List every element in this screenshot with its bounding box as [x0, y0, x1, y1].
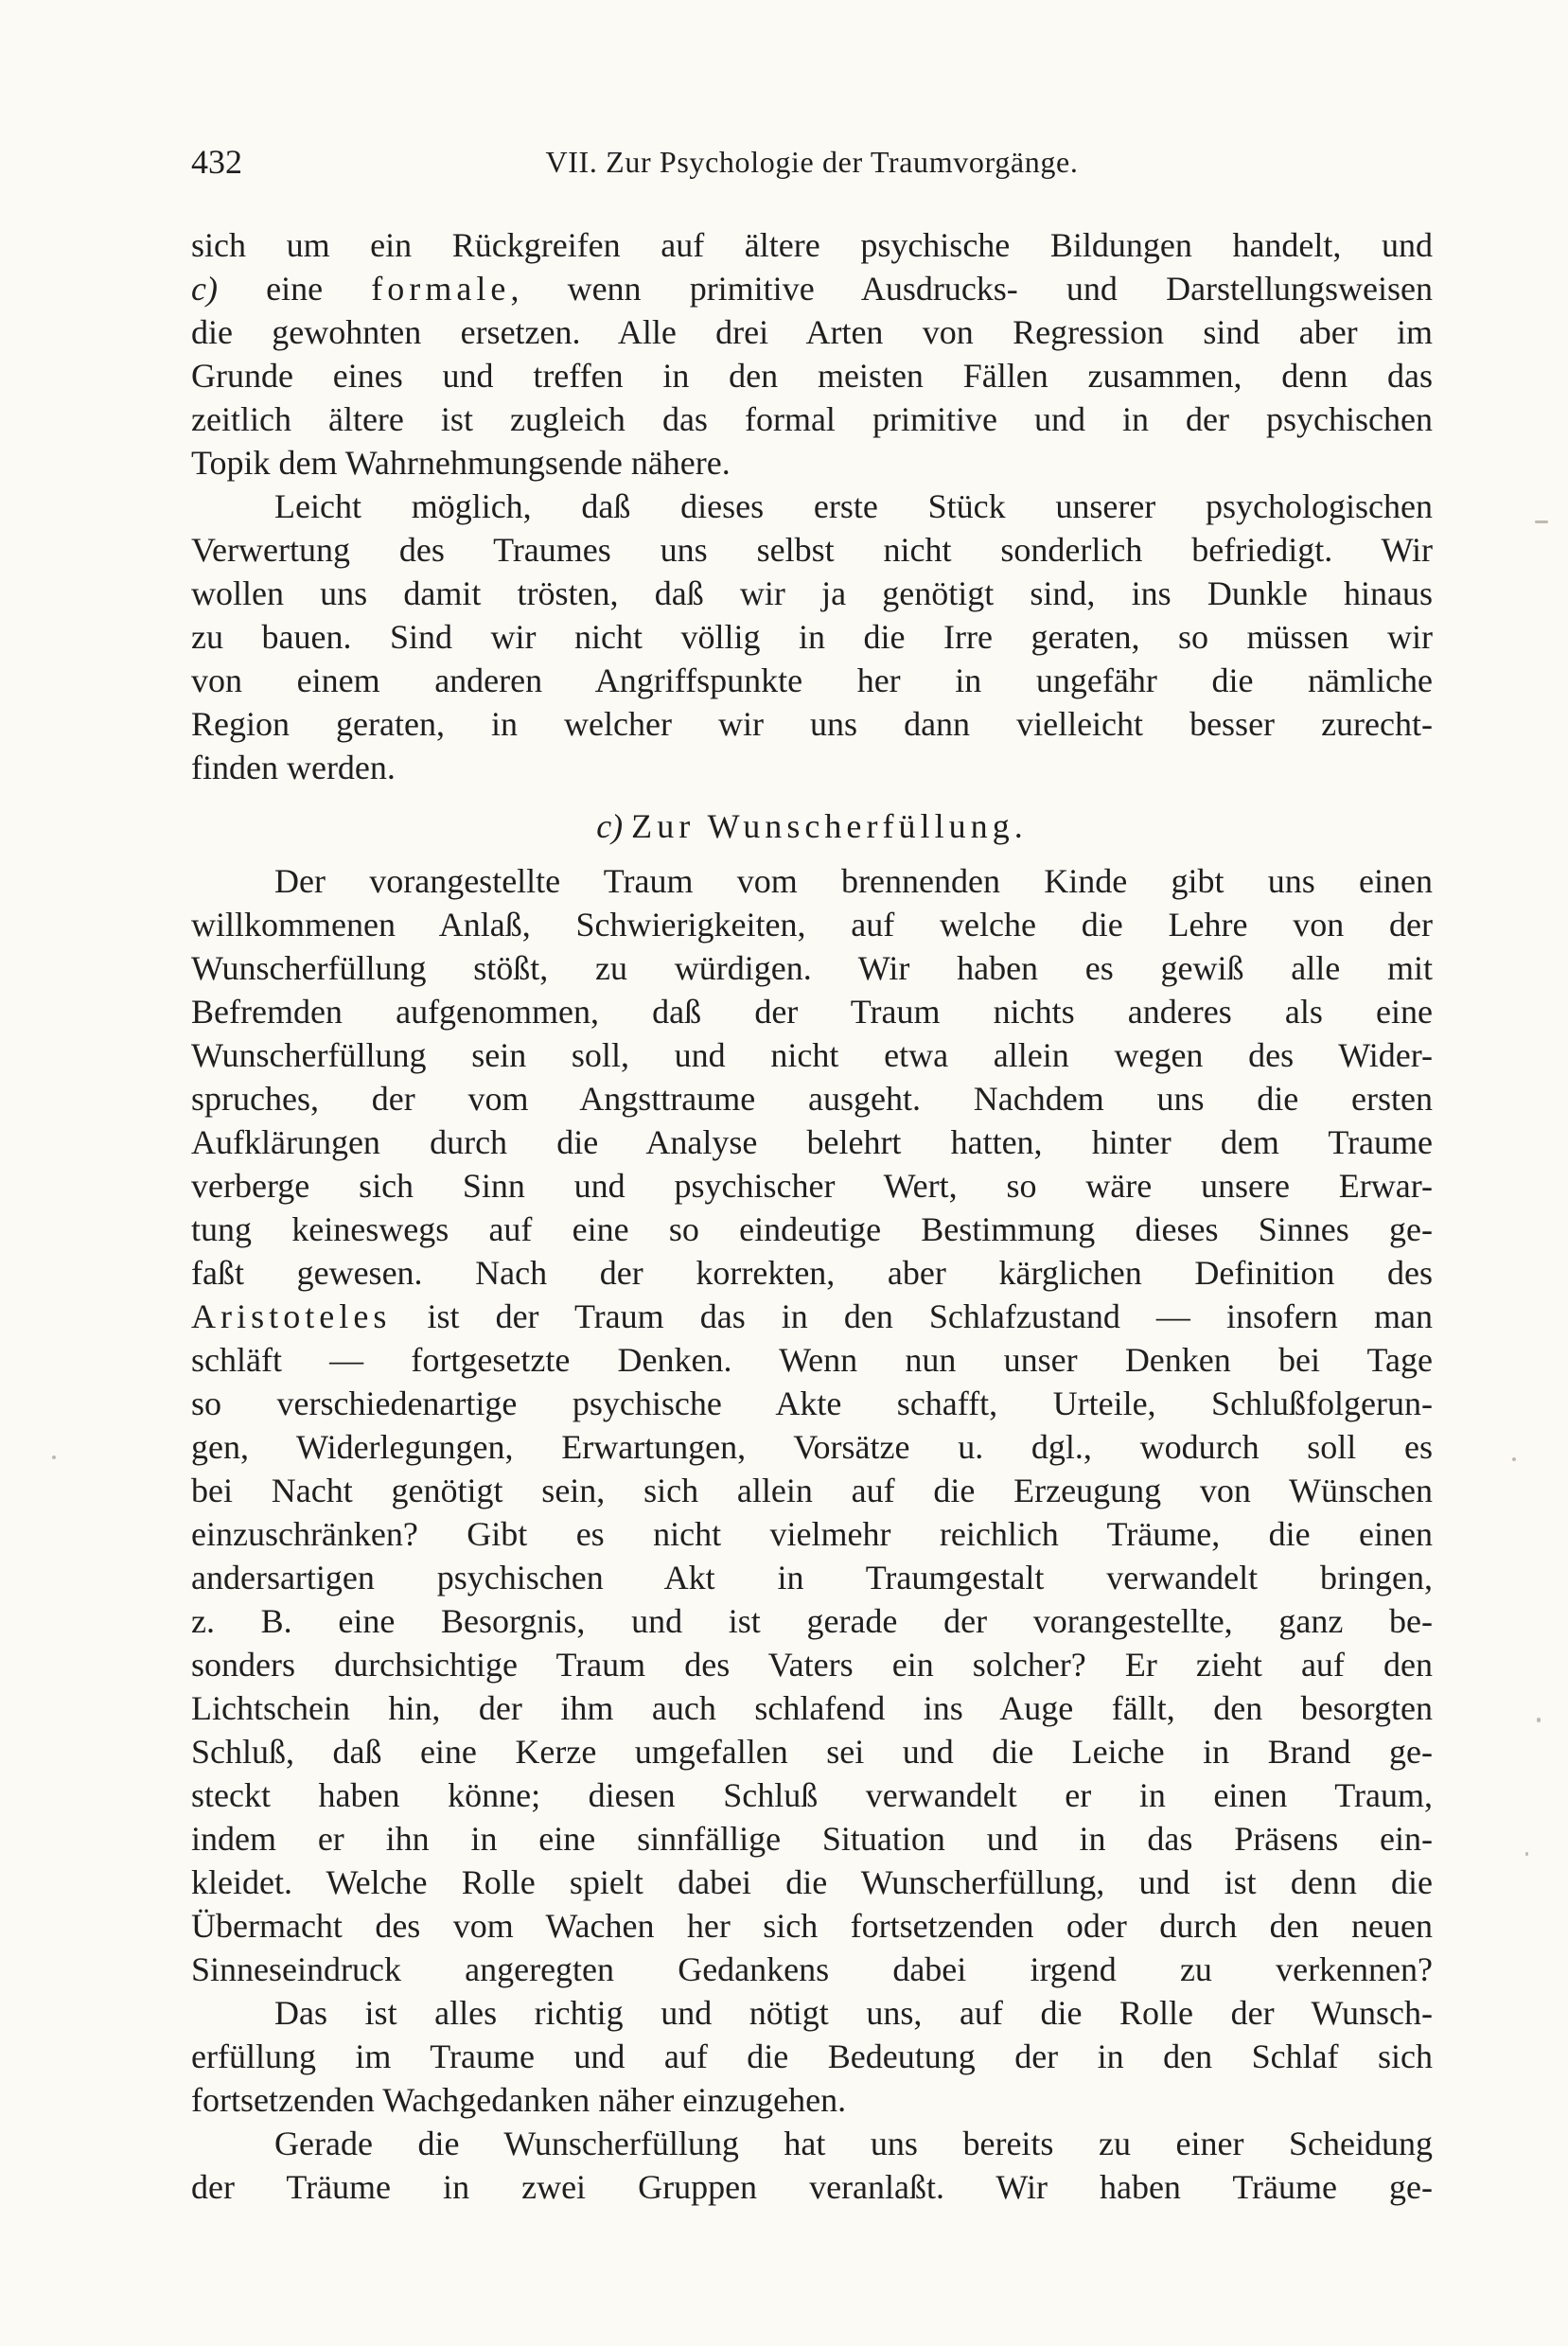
text-line: Schluß, daß eine Kerze umgefallen sei und die Leiche in Brand ge-	[191, 1733, 1433, 1771]
page-number: 432	[191, 143, 242, 181]
text-line: Übermacht des vom Wachen her sich fortsetzenden oder durch den neuen	[191, 1907, 1433, 1945]
text-line: so verschiedenartige psychische Akte schafft, Urteile, Schlußfolgerun-	[191, 1385, 1433, 1422]
scan-artifact	[52, 1455, 56, 1459]
text-line: Das ist alles richtig und nötigt uns, auf die Rolle der Wunsch-	[274, 1994, 1433, 2032]
text-line: Verwertung des Traumes uns selbst nicht sonderlich befriedigt. Wir	[191, 531, 1433, 569]
text-line: Grunde eines und treffen in den meisten Fällen zusammen, denn das	[191, 357, 1433, 395]
text-line: Region geraten, in welcher wir uns dann vielleicht besser zurecht-	[191, 705, 1433, 743]
text-line: zu bauen. Sind wir nicht völlig in die Irre geraten, so müssen wir	[191, 618, 1433, 656]
text-line: sonders durchsichtige Traum des Vaters ein solcher? Er zieht auf den	[191, 1646, 1433, 1684]
text-line: Topik dem Wahrnehmungsende nähere.	[191, 444, 731, 482]
text-line: spruches, der vom Angsttraume ausgeht. Nachdem uns die ersten	[191, 1080, 1433, 1118]
text-line: zeitlich ältere ist zugleich das formal primitive und in der psychischen	[191, 400, 1433, 438]
text-line: Leicht möglich, daß dieses erste Stück unserer psychologischen	[274, 487, 1433, 525]
text-line: Sinneseindruck angeregten Gedankens dabei irgend zu verkennen?	[191, 1950, 1433, 1988]
text-body	[191, 223, 1433, 2209]
text-line: verberge sich Sinn und psychischer Wert, so wäre unsere Erwar-	[191, 1167, 1433, 1205]
section-heading	[191, 804, 1433, 848]
italic-text: c)	[191, 270, 218, 308]
text-line: einzuschränken? Gibt es nicht vielmehr reichlich Träume, die einen	[191, 1515, 1433, 1553]
text-line: steckt haben könne; diesen Schluß verwandelt er in einen Traum,	[191, 1776, 1433, 1814]
emphasized-text: formale	[371, 270, 511, 308]
emphasized-text: Zur Wunscherfüllung.	[631, 807, 1028, 845]
text-line: erfüllung im Traume und auf die Bedeutung der in den Schlaf sich	[191, 2037, 1433, 2075]
emphasized-text: Aristoteles	[191, 1297, 392, 1335]
text-line: sich um ein Rückgreifen auf ältere psychische Bildungen handelt, und	[191, 226, 1433, 264]
scan-artifact	[1535, 520, 1548, 523]
text-line: willkommenen Anlaß, Schwierigkeiten, auf welche die Lehre von der	[191, 906, 1433, 944]
text-line: c) eine formale, wenn primitive Ausdrucks- und Darstellungsweisen	[191, 270, 1434, 308]
text-line: tung keineswegs auf eine so eindeutige Bestimmung dieses Sinnes ge-	[191, 1210, 1433, 1248]
text-line: andersartigen psychischen Akt in Traumgestalt verwandelt bringen,	[191, 1559, 1433, 1596]
page-header	[191, 140, 1433, 184]
text-line: die gewohnten ersetzen. Alle drei Arten von Regression sind aber im	[191, 313, 1433, 351]
text-line: indem er ihn in eine sinnfällige Situation und in das Präsens ein-	[191, 1820, 1433, 1858]
scan-artifact	[1512, 1457, 1516, 1461]
text-line: Aufklärungen durch die Analyse belehrt hatten, hinter dem Traume	[191, 1123, 1433, 1161]
text-line: Der vorangestellte Traum vom brennenden Kinde gibt uns einen	[274, 862, 1433, 900]
scan-artifact	[1525, 1852, 1528, 1856]
text-line: der Träume in zwei Gruppen veranlaßt. Wir haben Träume ge-	[191, 2168, 1433, 2206]
text-line: finden werden.	[191, 749, 396, 786]
scan-artifact	[1537, 1718, 1541, 1722]
text-line: schläft — fortgesetzte Denken. Wenn nun unser Denken bei Tage	[191, 1341, 1433, 1379]
text-line: faßt gewesen. Nach der korrekten, aber kärglichen Definition des	[191, 1254, 1433, 1292]
text-line: gen, Widerlegungen, Erwartungen, Vorsätze u. dgl., wodurch soll es	[191, 1428, 1433, 1466]
text-line: Gerade die Wunscherfüllung hat uns bereits zu einer Scheidung	[274, 2125, 1433, 2162]
text-line: z. B. eine Besorgnis, und ist gerade der vorangestellte, ganz be-	[191, 1602, 1433, 1640]
text-line: Wunscherfüllung sein soll, und nicht etwa allein wegen des Wider-	[191, 1036, 1433, 1074]
text-line: kleidet. Welche Rolle spielt dabei die Wunscherfüllung, und ist denn die	[191, 1863, 1433, 1901]
italic-text: c)	[596, 807, 632, 845]
running-head: VII. Zur Psychologie der Traumvorgänge.	[545, 145, 1079, 179]
text-line: fortsetzenden Wachgedanken näher einzugehen.	[191, 2081, 847, 2119]
text-line: bei Nacht genötigt sein, sich allein auf die Erzeugung von Wünschen	[191, 1472, 1433, 1509]
text-line: Aristoteles ist der Traum das in den Schlafzustand — insofern man	[191, 1297, 1433, 1335]
text-line: Lichtschein hin, der ihm auch schlafend ins Auge fällt, den besorgten	[191, 1689, 1433, 1727]
text-line: Wunscherfüllung stößt, zu würdigen. Wir haben es gewiß alle mit	[191, 949, 1433, 987]
text-line: Befremden aufgenommen, daß der Traum nichts anderes als eine	[191, 993, 1433, 1031]
text-line: wollen uns damit trösten, daß wir ja genötigt sind, ins Dunkle hinaus	[191, 574, 1433, 612]
text-line: von einem anderen Angriffspunkte her in ungefähr die nämliche	[191, 661, 1433, 699]
